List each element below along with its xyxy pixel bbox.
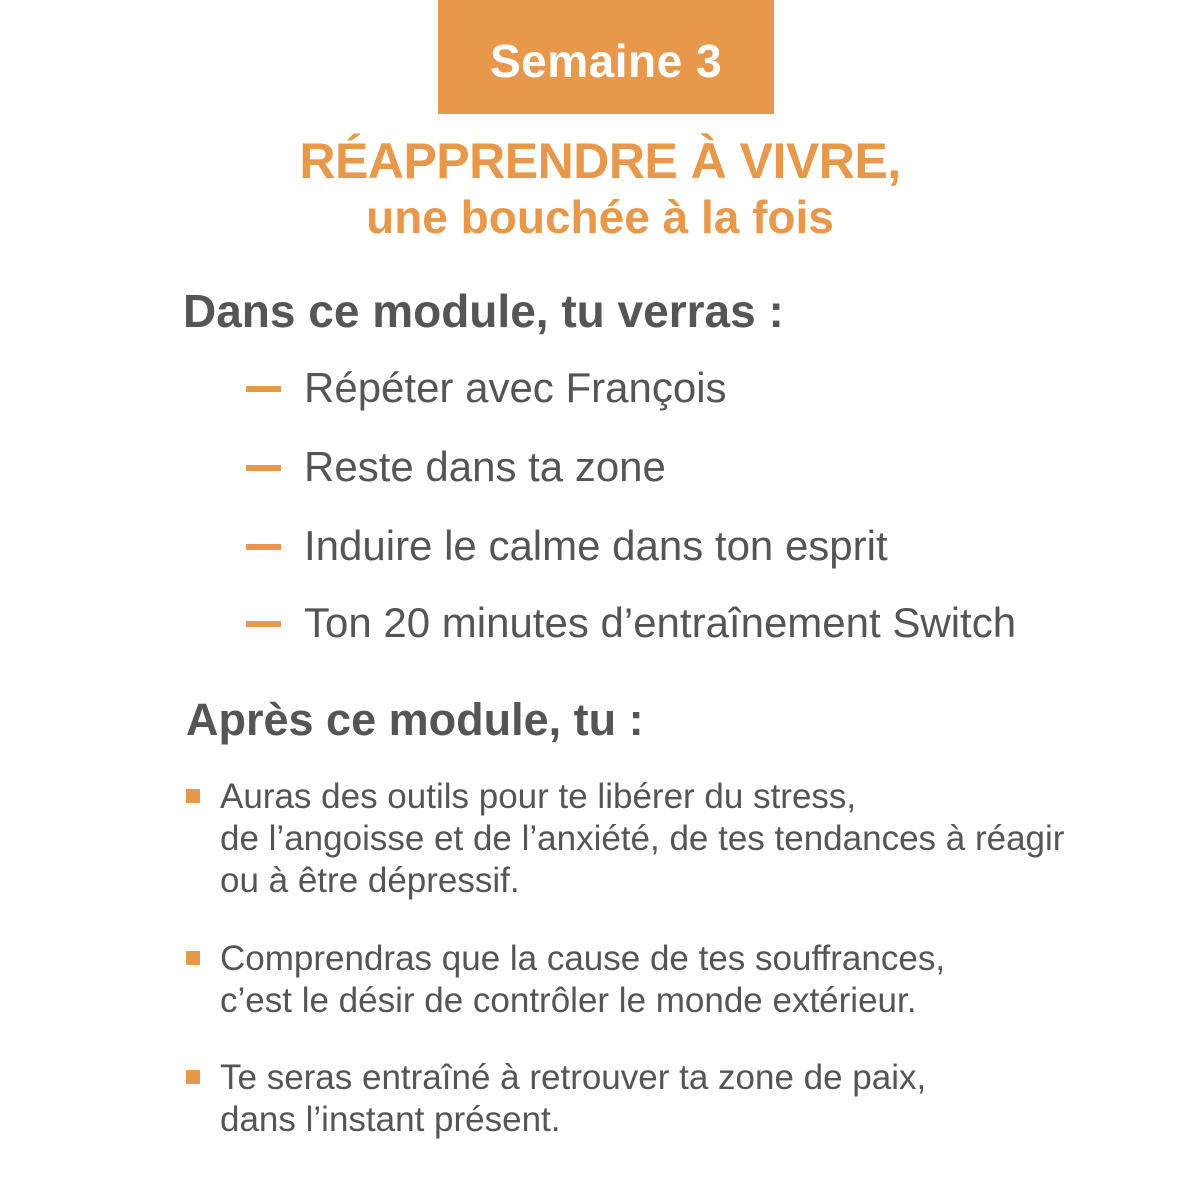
square-bullet-icon: [186, 789, 200, 803]
list-item-label: Reste dans ta zone: [304, 443, 666, 490]
outcome-text: [220, 938, 945, 1022]
dash-bullet-icon: [246, 465, 281, 471]
outcome-text: [220, 776, 1064, 902]
outcome-line: dans l’instant présent.: [220, 1100, 561, 1139]
square-bullet-icon: [186, 1070, 200, 1084]
dash-bullet-icon: [246, 386, 281, 392]
outcome-line: Auras des outils pour te libérer du stress,: [220, 777, 857, 816]
module-subtitle: une bouchée à la fois: [366, 191, 834, 243]
dash-bullet-icon: [246, 544, 281, 550]
week-badge: [438, 0, 774, 114]
module-title: RÉAPPRENDRE À VIVRE,: [299, 133, 901, 189]
outcome-line: de l’angoisse et de l’anxiété, de tes tendances à réagir: [220, 819, 1065, 858]
section-heading-content: Dans ce module, tu verras :: [183, 285, 784, 337]
outcome-text: [220, 1057, 926, 1141]
dash-bullet-icon: [246, 621, 281, 627]
week-badge-label: Semaine 3: [489, 35, 723, 87]
section-heading-outcomes: Après ce module, tu :: [186, 694, 644, 745]
outcome-line: ou à être dépressif.: [220, 861, 520, 900]
outcome-line: Comprendras que la cause de tes souffrances,: [220, 939, 946, 978]
list-item-label: Induire le calme dans ton esprit: [304, 522, 888, 569]
square-bullet-icon: [186, 951, 200, 965]
list-item-label: Répéter avec François: [304, 364, 727, 411]
outcome-line: c’est le désir de contrôler le monde extérieur.: [220, 981, 917, 1020]
list-item-label: Ton 20 minutes d’entraînement Switch: [304, 599, 1017, 646]
outcome-line: Te seras entraîné à retrouver ta zone de paix,: [220, 1058, 927, 1097]
